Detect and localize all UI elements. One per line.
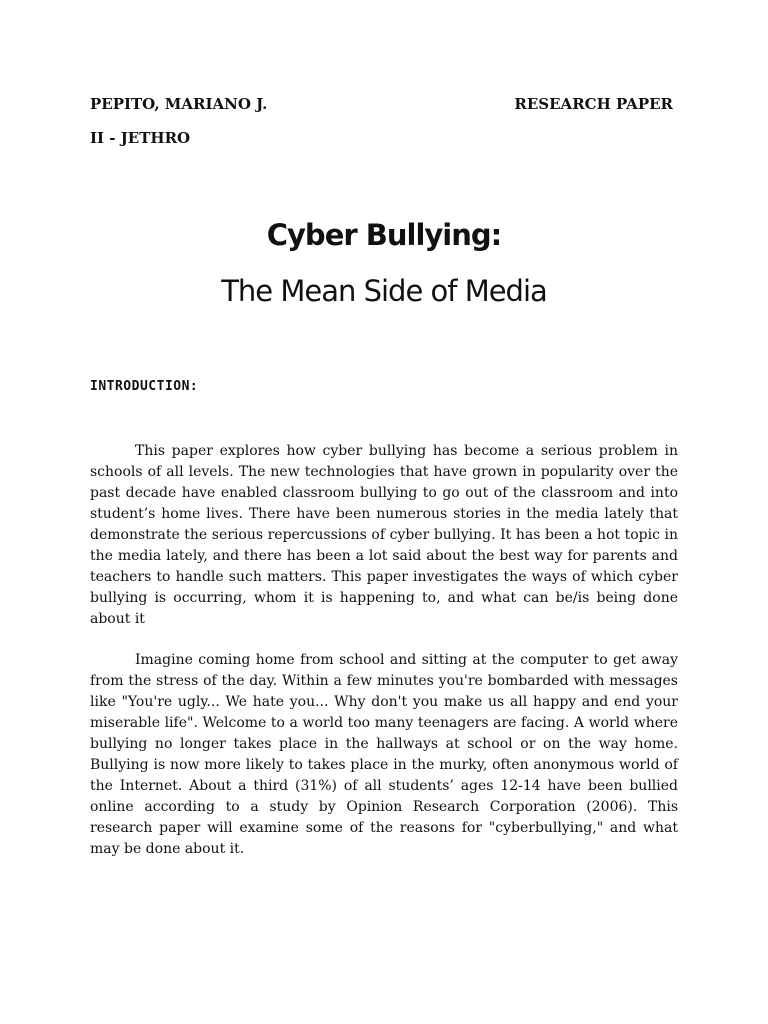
page-title: Cyber Bullying: (266, 218, 502, 252)
page-subtitle: The Mean Side of Media (221, 274, 547, 308)
document-type-label: RESEARCH PAPER (514, 95, 673, 113)
body-paragraph: Imagine coming home from school and sitting at the computer to get away from the stress of the day. Within a few minutes you're bombarded with messages like "You're ugly... We hate you... Why don't you make us all happy and end your miserable life". Welcome to a world too many teenagers are facing. A world where bullying no longer takes place in the hallways at school or on the way home. Bullying is now more likely to takes place in the murky, often anonymous world of the Internet. About a third (31%) of all students’ ages 12-14 have been bullied online according to a study by Opinion Research Corporation (2006). This research paper will examine some of the reasons for "cyberbullying," and what may be done about it. (90, 652, 678, 857)
section-heading-introduction: INTRODUCTION: (90, 379, 199, 394)
body-paragraph: This paper explores how cyber bullying has become a serious problem in schools of all levels. The new technologies that have grown in popularity over the past decade have enabled classroom bullying to go out of the classroom and into student’s home lives. There have been numerous stories in the media lately that demonstrate the serious repercussions of cyber bullying. It has been a hot topic in the media lately, and there has been a lot said about the best way for parents and teachers to handle such matters. This paper investigates the ways of which cyber bullying is occurring, whom it is happening to, and what can be/is being done about it (90, 443, 678, 627)
class-section: II - JETHRO (90, 129, 191, 147)
author-name: PEPITO, MARIANO J. (90, 95, 268, 113)
